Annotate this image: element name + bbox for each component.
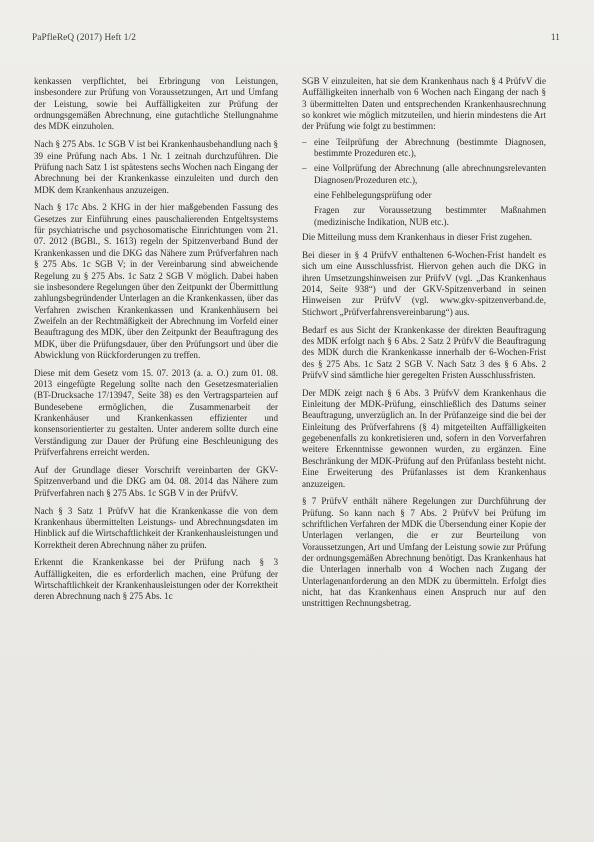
list-item: Fragen zur Voraussetzung bestimmter Maßnahmen (medizinische Indikation, NUB etc.). xyxy=(314,205,546,227)
page-number: 11 xyxy=(550,33,560,43)
list-item: eine Fehlbelegungsprüfung oder xyxy=(314,190,432,201)
list-item xyxy=(302,137,546,160)
paragraph: Auf der Grundlage dieser Vorschrift vereinbarten der GKV-Spitzenverband und die DKG am 04. 08. 2014 das Nähere zum Prüfverfahren nach § 275 Abs. 1c SGB V in der PrüfvV. xyxy=(34,465,278,498)
paragraph: Nach § 3 Satz 1 PrüfvV hat die Krankenkasse die von dem Krankenhaus übermittelten Leistungs- und Abrechnungsdaten im Hinblick auf die Wirtschaftlichkeit der Krankenhausleistungen und Korrektheit deren Abrechnung näher zu prüfen. xyxy=(34,505,278,550)
paragraph: Die Mitteilung muss dem Krankenhaus in dieser Frist zugehen. xyxy=(302,232,533,243)
paragraph: kenkassen verpflichtet, bei Erbringung von Leistungen, insbesondere zur Prüfung von Voraussetzungen, Art und Umfang der Leistung, sowie bei Auffälligkeiten zur Prüfung der ordnungsgemäßen Abrechnung, eine gutachtliche Stellungnahme des MDK einzuholen. xyxy=(34,76,278,132)
list-item-text: eine Vollprüfung der Abrechnung (alle abrechnungsrelevanten Diagnosen/Prozeduren etc.), xyxy=(314,163,546,185)
paragraph: Erkennt die Krankenkasse bei der Prüfung nach § 3 Auffälligkeiten, die es erforderlich machen, eine Prüfung der Wirtschaftlichkeit der Krankenhausleistungen oder der Korrektheit deren Abrechnung nach § 275 Abs. 1c xyxy=(34,557,278,602)
paragraph: Nach § 17c Abs. 2 KHG in der hier maßgebenden Fassung des Gesetzes zur Einführung eines pauschalierenden Entgeltsystems für psychiatrische und psychosomatische Einrichtungen vom 21. 07. 2012 (BGBl., S. 1613) regeln der Spitzenverband Bund der Krankenkassen und die DKG das Nähere zum Prüfverfahren nach § 275 Abs. 1c SGB V; in der Vereinbarung sind abweichende Regelung zu § 275 Abs. 1c Satz 2 SGB V möglich. Dabei haben sie insbesondere Regelungen über den Zeitpunkt der Übermittlung zahlungsbegründender Unterlagen an die Krankenkassen, über das Verfahren zwischen Krankenkassen und Krankenhäusern bei Zweifeln an der Rechtmäßigkeit der Abrechnung im Vorfeld einer Beauftragung des MDK, über den Zeitpunkt der Beauftragung des MDK, über die Prüfungsdauer, über den Prüfungsort und über die Abwicklung von Rückforderungen zu treffen. xyxy=(34,202,278,360)
dash-marker: – xyxy=(302,136,307,147)
paragraph: Nach § 275 Abs. 1c SGB V ist bei Krankenhausbehandlung nach § 39 eine Prüfung nach Abs. 1 Nr. 1 zeitnah durchzuführen. Die Prüfung nach Satz 1 ist spätestens sechs Wochen nach Eingang der Abrechnung bei der Krankenkasse einzuleiten und durch den MDK dem Krankenhaus anzuzeigen. xyxy=(34,139,278,195)
left-column xyxy=(34,76,278,609)
list-item-text: eine Teilprüfung der Abrechnung (bestimmte Diagnosen, bestimmte Prozeduren etc.), xyxy=(314,136,546,159)
paragraph: § 7 PrüfvV enthält nähere Regelungen zur Durchführung der Prüfung. So kann nach § 7 Abs. 2 PrüfvV bei Prüfung im schriftlichen Verfahren der MDK die Übersendung einer Kopie der Unterlagen verlangen, die er zur Beurteilung von Voraussetzungen, Art und Umfang der Leistung sowie zur Prüfung der ordnungsgemäßen Abrechnung benötigt. Das Krankenhaus hat die Unterlagen innerhalb von 4 Wochen nach Zugang der Unterlagenanforderung an den MDK zu übermitteln. Erfolgt dies nicht, hat das Krankenhaus einen Anspruch nur auf den unstrittigen Rechnungsbetrag. xyxy=(302,496,546,609)
paragraph: Diese mit dem Gesetz vom 15. 07. 2013 (a. a. O.) zum 01. 08. 2013 eingefügte Regelung sollte nach den Gesetzesmaterialien (BT-Drucksache 17/13947, Seite 38) es den Vertragsparteien auf Bundesebene ermöglichen, die Zusammenarbeit der Krankenhäuser und Krankenkassen effizienter und konsensorientierter zu gestalten. Unter anderem sollte durch eine Verständigung zur Dauer der Prüfung eine Beschleunigung des Prüfverfahrens erreicht werden. xyxy=(34,367,278,458)
journal-reference: PaPfleReQ (2017) Heft 1/2 xyxy=(32,33,136,43)
paragraph: Bei dieser in § 4 PrüfvV enthaltenen 6-Wochen-Frist handelt es sich um eine Ausschlussfrist. Hiervon gehen auch die DKG in ihren Umsetzungshinweisen zur PrüfvV (vgl. „Das Krankenhaus 2014, Seite 938“) und der GKV-Spitzenverband in seinen Hinweisen zur PrüfvV (vgl. www.gkv-spitzenverband.de, Stichwort „Prüfverfahrensvereinbarung“) aus. xyxy=(302,249,546,317)
running-header xyxy=(32,33,560,43)
paragraph: SGB V einzuleiten, hat sie dem Krankenhaus nach § 4 PrüfvV die Auffälligkeiten innerhalb von 6 Wochen nach Eingang der nach § 3 übermittelten Daten und entsprechenden Krankenhausrechnung so konkret wie möglich mitzuteilen, und hierin mindestens die Art der Prüfung wie folgt zu bestimmen: xyxy=(302,76,546,132)
paragraph: Bedarf es aus Sicht der Krankenkasse der direkten Beauftragung des MDK erfolgt nach § 6 Abs. 2 Satz 2 PrüfvV die Beauftragung des MDK durch die Krankenkasse innerhalb der 6-Wochen-Frist des § 275 Abs. 1c Satz 2 SGB V. Nach Satz 3 des § 6 Abs. 2 PrüfvV sind sämtliche hier geregelten Fristen Ausschlussfristen. xyxy=(302,324,546,380)
right-column xyxy=(302,76,546,616)
paragraph: Der MDK zeigt nach § 6 Abs. 3 PrüfvV dem Krankenhaus die Einleitung der MDK-Prüfung, einschließlich des Datums seiner Beauftragung, unverzüglich an. In der Prüfanzeige sind die bei der Einleitung des Prüfverfahrens (§ 4) mitgeteilten Auffälligkeiten gegebenenfalls zu konkretisieren und, sofern in den Vorverfahren weitere Erkenntnisse gewonnen wurden, zu ergänzen. Eine Beschränkung der MDK-Prüfung auf den Prüfanlass besteht nicht. Eine Erweiterung des Prüfanlasses ist dem Krankenhaus anzuzeigen. xyxy=(302,387,546,489)
list-item xyxy=(302,163,546,186)
dash-marker: – xyxy=(302,163,307,174)
